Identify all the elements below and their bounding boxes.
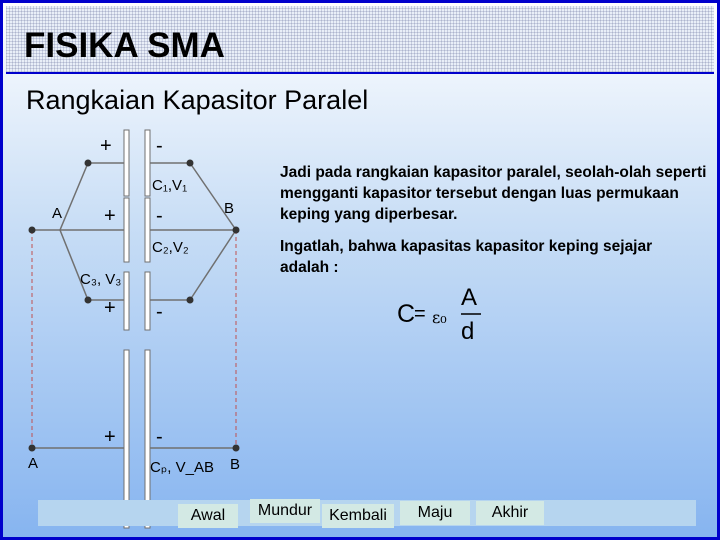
header-title: FISIKA SMA (24, 26, 225, 65)
plate-c3-left (124, 272, 129, 330)
node-a-dot (29, 227, 36, 234)
plate-c3-right (145, 272, 150, 330)
slide-subtitle: Rangkaian Kapasitor Paralel (26, 85, 369, 115)
node-a-label-equivalent: A (28, 455, 39, 472)
plate-c2-right (145, 198, 150, 262)
minus-sign-c1: - (156, 135, 163, 157)
minus-sign-c3: - (156, 301, 163, 323)
cp-label: Cₚ, V_AB (150, 459, 214, 476)
formula-denominator: d (461, 318, 475, 345)
plate-c1-right (145, 130, 150, 196)
node-b-dot (233, 227, 240, 234)
nav-akhir-button[interactable]: Akhir (476, 501, 544, 525)
c1-label: C₁,V₁ (152, 177, 188, 194)
formula-c: C (397, 300, 416, 328)
circuit-wires (32, 163, 236, 448)
plus-sign-c1: + (100, 135, 112, 157)
plate-c2-left (124, 198, 129, 262)
node-b-label: B (224, 200, 235, 217)
node-b-dot (233, 445, 240, 452)
c3-label: C₃, V₃ (80, 271, 122, 288)
plus-sign-c2: + (104, 205, 116, 227)
junction-dot (85, 160, 92, 167)
formula-epsilon: ε₀ (432, 308, 447, 327)
plus-sign-c3: + (104, 297, 116, 319)
formula-equals: = (414, 303, 426, 325)
plus-sign-cp: + (104, 426, 116, 448)
formula-numerator: A (461, 284, 478, 311)
explanation-paragraph: Jadi pada rangkaian kapasitor paralel, seolah-olah seperti mengganti kapasitor tersebut dengan luas permukaan keping yang diperbesar. (280, 164, 707, 223)
junction-dot (187, 160, 194, 167)
dashed-connectors (32, 230, 236, 448)
junction-dot (187, 297, 194, 304)
nav-kembali-button[interactable]: Kembali (322, 504, 394, 528)
nav-awal-button[interactable]: Awal (178, 504, 238, 528)
node-a-dot (29, 445, 36, 452)
plate-c1-left (124, 130, 129, 196)
nav-maju-button[interactable]: Maju (400, 501, 470, 525)
minus-sign-c2: - (156, 205, 163, 227)
junction-dot (85, 297, 92, 304)
c2-label: C₂,V₂ (152, 239, 189, 256)
minus-sign-cp: - (156, 426, 163, 448)
nav-mundur-button[interactable]: Mundur (250, 499, 320, 523)
formula-intro-paragraph: Ingatlah, bahwa kapasitas kapasitor keping sejajar adalah : (280, 238, 653, 276)
node-b-label-equivalent: B (230, 456, 241, 473)
node-a-label: A (52, 205, 63, 222)
